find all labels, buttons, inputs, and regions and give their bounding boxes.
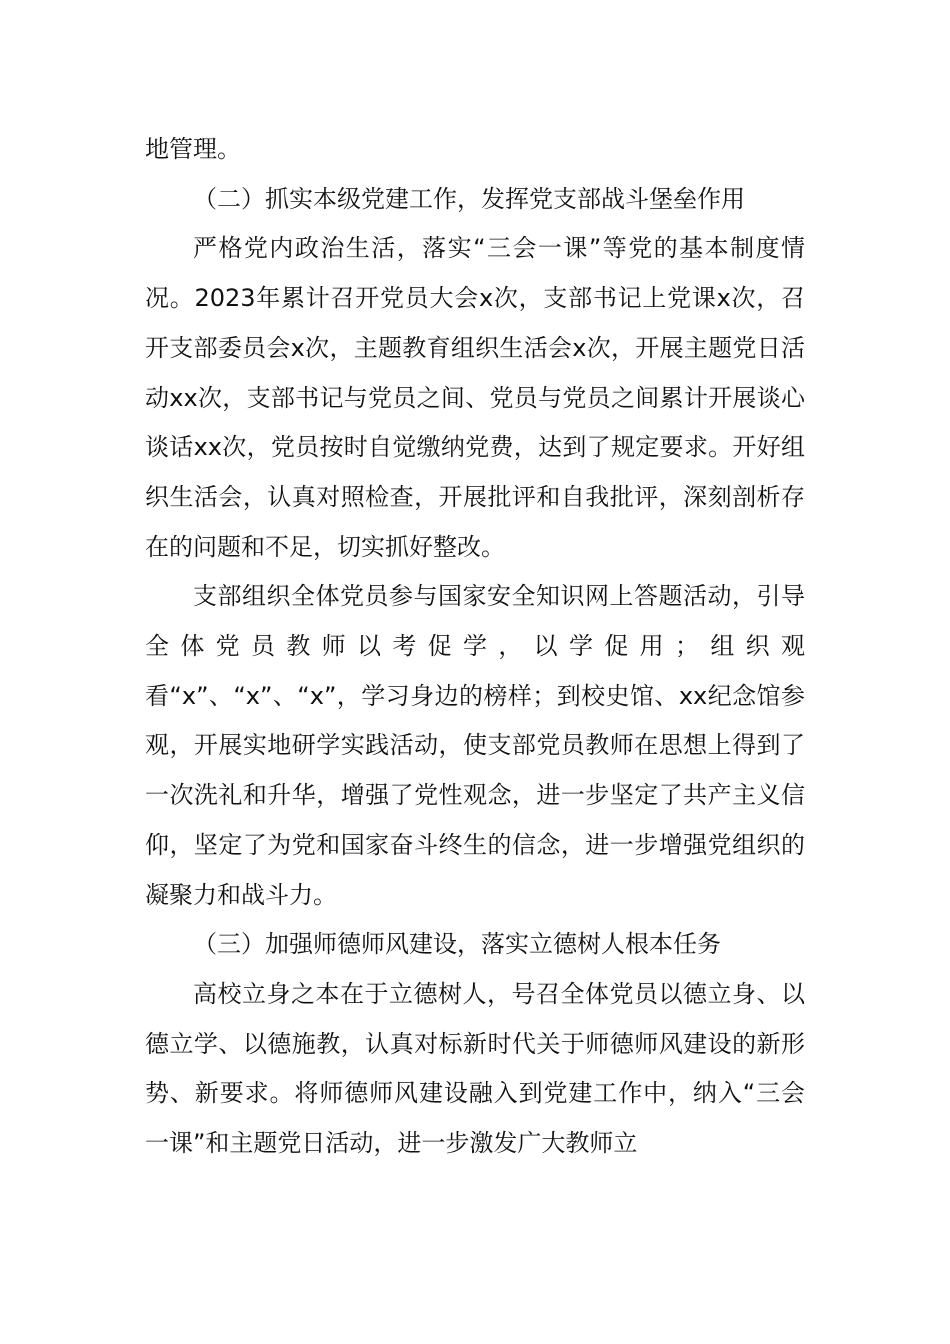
paragraph-continuation: 地管理。 [145, 135, 241, 163]
section-heading-3: （三）加强师德师风建设，落实立德树人根本任务 [193, 930, 721, 959]
paragraph-teacher-ethics: 高校立身之本在于立德树人，号召全体党员以德立身、以德立学、以德施教，认真对标新时代关于师德师风建设的新形势、新要求。将师德师风建设融入到党建工作中，纳入“三会一课”和主题党日活动，进一步激发广大教师立 [145, 979, 805, 1158]
paragraph-party-life: 严格党内政治生活，落实“三会一课”等党的基本制度情况。2023年累计召开党员大会x次，支部书记上党课x次，召开支部委员会x次，主题教育组织生活会x次，开展主题党日活动xx次，支部书记与党员之间、党员与党员之间累计开展谈心谈话xx次，党员按时自觉缴纳党费，达到了规定要求。开好组织生活会，认真对照检查，开展批评和自我批评，深刻剖析存在的问题和不足，切实抓好整改。 [145, 234, 805, 561]
section-heading-2: （二）抓实本级党建工作，发挥党支部战斗堡垒作用 [193, 184, 745, 213]
document-body [145, 125, 805, 1169]
paragraph-activities: 支部组织全体党员参与国家安全知识网上答题活动，引导全体党员教师以考促学，以学促用；组织观看“x”、“x”、“x”，学习身边的榜样；到校史馆、xx纪念馆参观，开展实地研学实践活动，使支部党员教师在思想上得到了一次洗礼和升华，增强了党性观念，进一步坚定了共产主义信仰，坚定了为党和国家奋斗终生的信念，进一步增强党组织的凝聚力和战斗力。 [145, 582, 805, 909]
